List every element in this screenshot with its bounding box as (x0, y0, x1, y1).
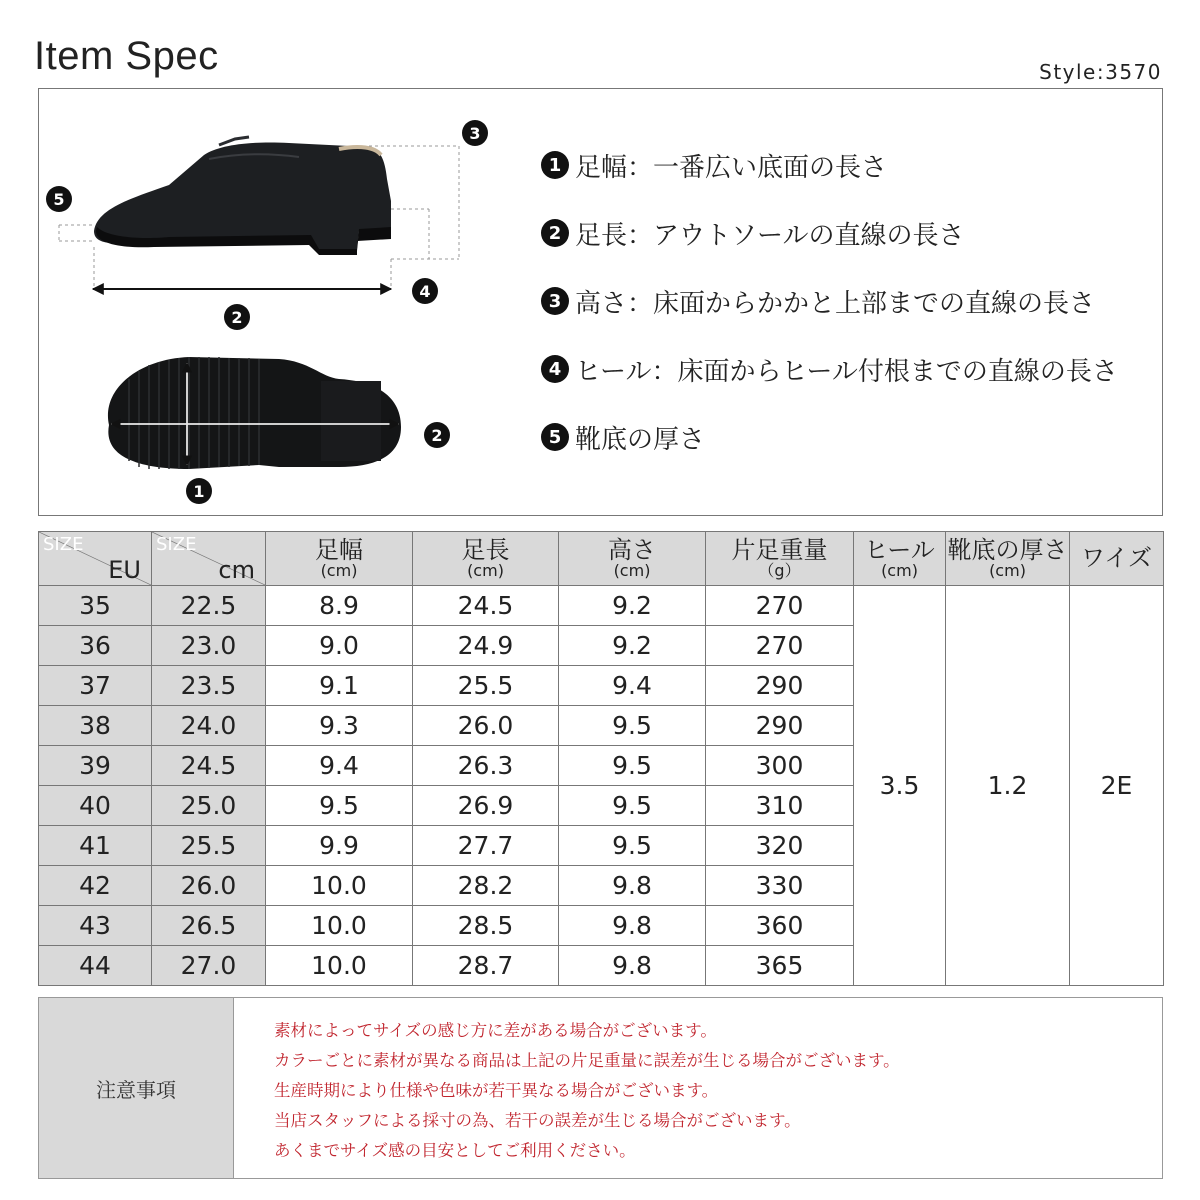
cell-eu-size: 39 (39, 746, 152, 786)
header-height: 高さ (cm) (559, 532, 706, 586)
cell-foot-length: 24.5 (413, 586, 559, 626)
header-width: ワイズ (1070, 532, 1164, 586)
cell-foot-length: 26.3 (413, 746, 559, 786)
legend-item-4: 4 ヒール：床面からヒール付根までの直線の長さ (541, 335, 1161, 403)
table-row (39, 586, 1164, 626)
note-line: カラーごとに素材が異なる商品は上記の片足重量に誤差が生じる場合がございます。 (274, 1051, 900, 1070)
cell-foot-length: 28.5 (413, 906, 559, 946)
badge-5-icon (46, 186, 72, 212)
header-foot-length: 足長 (cm) (413, 532, 559, 586)
cell-weight: 360 (706, 906, 854, 946)
note-line: 当店スタッフによる採寸の為、若干の誤差が生じる場合がございます。 (274, 1111, 801, 1130)
legend-item-3: 3 高さ：床面からかかと上部までの直線の長さ (541, 267, 1161, 335)
cell-cm-size: 23.5 (152, 666, 266, 706)
cell-weight: 290 (706, 706, 854, 746)
cell-weight: 270 (706, 586, 854, 626)
cell-foot-width: 9.0 (266, 626, 413, 666)
badge-2-icon (224, 304, 250, 330)
shoe-sole-image (108, 357, 401, 469)
cell-cm-size: 25.0 (152, 786, 266, 826)
cell-height: 9.8 (559, 866, 706, 906)
header-size-eu: SIZE EU (39, 532, 152, 586)
header-size-cm: SIZE cm (152, 532, 266, 586)
cell-eu-size: 35 (39, 586, 152, 626)
cell-eu-size: 41 (39, 826, 152, 866)
header-foot-width: 足幅 (cm) (266, 532, 413, 586)
legend-item-1: 1 足幅：一番広い底面の長さ (541, 131, 1161, 199)
note-line: 素材によってサイズの感じ方に差がある場合がございます。 (274, 1021, 717, 1040)
table-header-row (39, 532, 1164, 586)
badge-4-icon: 4 (541, 355, 569, 383)
cell-foot-width: 9.5 (266, 786, 413, 826)
cell-heel: 3.5 (854, 586, 946, 986)
cell-eu-size: 42 (39, 866, 152, 906)
badge-2b-icon (424, 422, 450, 448)
cell-eu-size: 43 (39, 906, 152, 946)
notes-label: 注意事項 (39, 998, 234, 1178)
size-table (38, 531, 1164, 986)
svg-text:3: 3 (469, 124, 481, 143)
cell-eu-size: 37 (39, 666, 152, 706)
cell-height: 9.2 (559, 586, 706, 626)
cell-width: 2E (1070, 586, 1164, 986)
svg-text:2: 2 (431, 426, 443, 445)
legend-item-2: 2 足長：アウトソールの直線の長さ (541, 199, 1161, 267)
cell-foot-length: 28.2 (413, 866, 559, 906)
note-line: 生産時期により仕様や色味が若干異なる場合がございます。 (274, 1081, 719, 1100)
cell-height: 9.5 (559, 826, 706, 866)
svg-text:4: 4 (419, 282, 431, 301)
badge-3-icon (462, 120, 488, 146)
cell-eu-size: 38 (39, 706, 152, 746)
cell-foot-length: 27.7 (413, 826, 559, 866)
cell-foot-width: 10.0 (266, 906, 413, 946)
cell-foot-width: 10.0 (266, 866, 413, 906)
cell-height: 9.2 (559, 626, 706, 666)
cell-height: 9.8 (559, 906, 706, 946)
cell-cm-size: 25.5 (152, 826, 266, 866)
header-heel: ヒール (cm) (854, 532, 946, 586)
cell-foot-width: 9.9 (266, 826, 413, 866)
cell-foot-width: 8.9 (266, 586, 413, 626)
style-code: Style:3570 (1039, 60, 1162, 84)
cell-height: 9.4 (559, 666, 706, 706)
cell-foot-width: 9.1 (266, 666, 413, 706)
badge-4-icon (412, 278, 438, 304)
badge-5-icon: 5 (541, 423, 569, 451)
measurement-legend (541, 131, 1161, 471)
cell-weight: 365 (706, 946, 854, 986)
cell-foot-length: 24.9 (413, 626, 559, 666)
cell-foot-width: 9.3 (266, 706, 413, 746)
spec-diagram-box (38, 88, 1163, 516)
cell-weight: 300 (706, 746, 854, 786)
table-body (39, 586, 1164, 986)
cell-foot-length: 28.7 (413, 946, 559, 986)
svg-text:5: 5 (53, 190, 65, 209)
badge-1-icon (186, 478, 212, 504)
cell-weight: 270 (706, 626, 854, 666)
cell-height: 9.5 (559, 706, 706, 746)
cell-foot-width: 9.4 (266, 746, 413, 786)
legend-item-5: 5 靴底の厚さ (541, 403, 1161, 471)
note-line: あくまでサイズ感の目安としてご利用ください。 (274, 1141, 636, 1160)
cell-weight: 330 (706, 866, 854, 906)
cell-eu-size: 40 (39, 786, 152, 826)
notes-body (234, 998, 900, 1178)
svg-text:2: 2 (231, 308, 243, 327)
badge-3-icon: 3 (541, 287, 569, 315)
badge-1-icon: 1 (541, 151, 569, 179)
cell-weight: 320 (706, 826, 854, 866)
svg-text:1: 1 (193, 482, 205, 501)
badge-2-icon: 2 (541, 219, 569, 247)
header-weight: 片足重量 （g） (706, 532, 854, 586)
cell-cm-size: 26.5 (152, 906, 266, 946)
cell-eu-size: 36 (39, 626, 152, 666)
cell-height: 9.5 (559, 786, 706, 826)
cell-sole-thickness: 1.2 (946, 586, 1070, 986)
cell-cm-size: 24.5 (152, 746, 266, 786)
cell-height: 9.8 (559, 946, 706, 986)
cell-foot-width: 10.0 (266, 946, 413, 986)
cell-cm-size: 26.0 (152, 866, 266, 906)
cell-weight: 310 (706, 786, 854, 826)
cell-eu-size: 44 (39, 946, 152, 986)
page-title: Item Spec (34, 34, 219, 78)
notes-section (38, 997, 1163, 1179)
cell-weight: 290 (706, 666, 854, 706)
cell-cm-size: 23.0 (152, 626, 266, 666)
cell-foot-length: 25.5 (413, 666, 559, 706)
cell-foot-length: 26.0 (413, 706, 559, 746)
cell-cm-size: 22.5 (152, 586, 266, 626)
cell-cm-size: 27.0 (152, 946, 266, 986)
cell-height: 9.5 (559, 746, 706, 786)
header-sole-thickness: 靴底の厚さ (cm) (946, 532, 1070, 586)
shoe-diagram (39, 89, 559, 517)
shoe-side-image (94, 137, 391, 255)
cell-cm-size: 24.0 (152, 706, 266, 746)
cell-foot-length: 26.9 (413, 786, 559, 826)
